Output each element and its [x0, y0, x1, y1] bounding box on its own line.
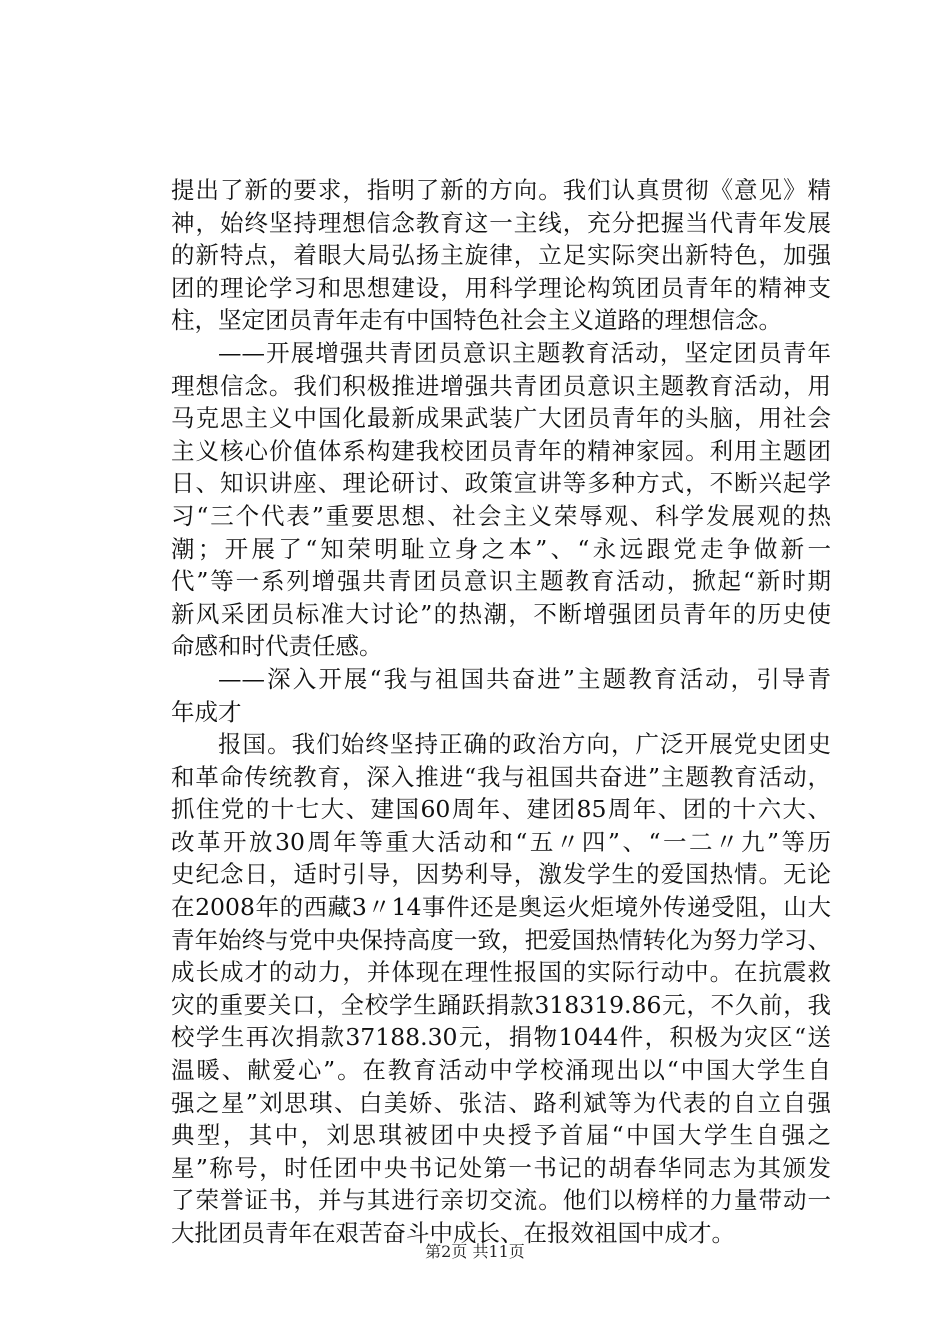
text-line: 成长成才的动力，并体现在理性报国的实际行动中。在抗震救	[171, 958, 831, 987]
text-line: 命感和时代责任感。	[171, 632, 383, 661]
text-line: 代”等一系列增强共青团员意识主题教育活动，掀起“新时期	[171, 567, 831, 596]
page-number-label: 第2页 共11页	[425, 1242, 525, 1261]
text-line: 大批团员青年在艰苦奋斗中成长、在报效祖国中成才。	[171, 1219, 735, 1247]
text-line: 潮；开展了“知荣明耻立身之本”、“永远跟党走争做新一	[171, 534, 831, 563]
text-line: 新风采团员标准大讨论”的热潮，不断增强团员青年的历史使	[171, 599, 831, 628]
text-line: ——深入开展“我与祖国共奋进”主题教育活动，引导青	[218, 664, 831, 693]
text-line: 校学生再次捐款37188.30元，捐物1044件，积极为灾区“送	[171, 1023, 831, 1052]
text-line: 年成才	[171, 697, 242, 726]
text-line: 柱，坚定团员青年走有中国特色社会主义道路的理想信念。	[171, 306, 782, 335]
text-line: 青年始终与党中央保持高度一致，把爱国热情转化为努力学习、	[171, 925, 831, 954]
text-line: 习“三个代表”重要思想、社会主义荣辱观、科学发展观的热	[171, 501, 831, 530]
text-line: 了荣誉证书，并与其进行亲切交流。他们以榜样的力量带动一	[171, 1186, 831, 1215]
text-line: 和革命传统教育，深入推进“我与祖国共奋进”主题教育活动，	[171, 762, 831, 791]
text-line: 星”称号，时任团中央书记处第一书记的胡春华同志为其颁发	[171, 1153, 831, 1182]
text-line: 温暖、献爱心”。在教育活动中学校涌现出以“中国大学生自	[171, 1056, 831, 1085]
text-line: 改革开放30周年等重大活动和“五〃四”、“一二〃九”等历	[171, 827, 831, 856]
text-line: 神，始终坚持理想信念教育这一主线，充分把握当代青年发展	[171, 208, 831, 237]
document-body	[171, 174, 831, 1250]
text-line: 典型，其中，刘思琪被团中央授予首届“中国大学生自强之	[171, 1121, 831, 1150]
page-footer	[0, 1242, 950, 1262]
text-line: 马克思主义中国化最新成果武装广大团员青年的头脑，用社会	[171, 404, 831, 433]
text-line: 在2008年的西藏3〃14事件还是奥运火炬境外传递受阻，山大	[171, 893, 831, 922]
text-line: 日、知识讲座、理论研讨、政策宣讲等多种方式，不断兴起学	[171, 469, 831, 498]
text-line: 理想信念。我们积极推进增强共青团员意识主题教育活动，用	[171, 371, 831, 400]
text-line: 团的理论学习和思想建设，用科学理论构筑团员青年的精神支	[171, 273, 831, 302]
text-line: 抓住党的十七大、建国60周年、建团85周年、团的十六大、	[171, 795, 831, 824]
text-line: 灾的重要关口，全校学生踊跃捐款318319.86元，不久前，我	[171, 990, 831, 1019]
text-line: 的新特点，着眼大局弘扬主旋律，立足实际突出新特色，加强	[171, 241, 831, 270]
text-line: 强之星”刘思琪、白美娇、张洁、路利斌等为代表的自立自强	[171, 1088, 831, 1117]
text-line: 提出了新的要求，指明了新的方向。我们认真贯彻《意见》精	[171, 176, 831, 204]
text-line: 主义核心价值体系构建我校团员青年的精神家园。利用主题团	[171, 436, 831, 465]
text-line: 报国。我们始终坚持正确的政治方向，广泛开展党史团史	[218, 730, 831, 759]
text-line: ——开展增强共青团员意识主题教育活动，坚定团员青年	[218, 338, 831, 367]
text-line: 史纪念日，适时引导，因势利导，激发学生的爱国热情。无论	[171, 860, 831, 889]
